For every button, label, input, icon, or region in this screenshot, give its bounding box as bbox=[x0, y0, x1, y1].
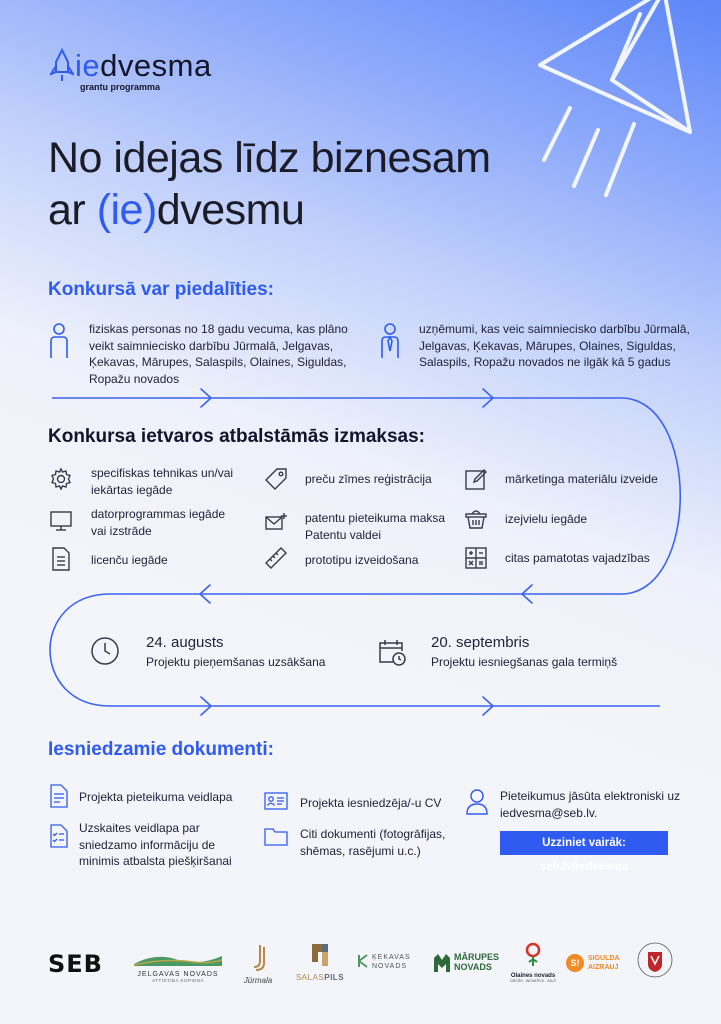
jurmala-mark-icon bbox=[248, 943, 268, 971]
document-icon bbox=[50, 546, 72, 572]
jelgava-hills-icon bbox=[134, 952, 222, 966]
ropazi-logo bbox=[637, 942, 673, 978]
eligibility-companies: uzņēmumi, kas veic saimniecisko darbību Jūrmalā, Jelgavas, Ķekavas, Mārupes, Olaines, Siguldas, Salaspils, Ropažu novados ne ilgāk kā 5 gadus bbox=[419, 322, 690, 369]
cost-item-trademark: preču zīmes reģistrācija bbox=[305, 472, 432, 486]
person-icon bbox=[48, 323, 70, 359]
brand-logo: iedvesma bbox=[75, 48, 212, 83]
cost-item-equipment: specifiskas tehnikas un/vai iekārtas iegāde bbox=[91, 466, 234, 497]
start-date: 24. augusts bbox=[146, 634, 224, 651]
businessperson-icon bbox=[379, 323, 401, 359]
tag-icon bbox=[264, 467, 288, 491]
cost-item-other: citas pamatotas vajadzības bbox=[505, 551, 650, 565]
salaspils-mark-icon bbox=[308, 940, 332, 968]
olaine-mark-icon bbox=[523, 942, 543, 968]
ropazi-seal-icon bbox=[637, 942, 673, 978]
gear-icon bbox=[49, 467, 73, 491]
documents-heading: Iesniedzamie dokumenti: bbox=[48, 739, 274, 760]
jelgava-logo: JELGAVAS NOVADS ATTĪSTĪBA KOPIENĀ bbox=[134, 952, 222, 983]
marupe-mark-icon bbox=[432, 950, 452, 974]
calendar-clock-icon bbox=[377, 637, 407, 667]
clock-icon bbox=[90, 636, 120, 666]
seb-logo: SEB bbox=[48, 950, 103, 978]
deadline-date-label: Projektu iesniegšanas gala termiņš bbox=[431, 655, 618, 669]
folder-icon bbox=[264, 826, 288, 846]
document-item-application: Projekta pieteikuma veidlapa bbox=[79, 790, 233, 804]
form-document-icon bbox=[49, 784, 69, 808]
id-card-icon bbox=[264, 791, 288, 811]
rocket-logo-icon bbox=[50, 48, 74, 82]
learn-more-button[interactable]: Uzziniet vairāk: seb.lv/iedvesma bbox=[500, 831, 668, 855]
document-item-other: Citi dokumenti (fotogrāfijas, shēmas, rasējumi u.c.) bbox=[300, 827, 446, 858]
document-item-deminimis: Uzskaites veidlapa par sniedzamo informāciju de minimis atbalsta piešķiršanai bbox=[79, 821, 232, 868]
cost-item-patent: patentu pieteikuma maksa Patentu valdei bbox=[305, 511, 446, 542]
costs-heading: Konkursa ietvaros atbalstāmās izmaksas: bbox=[48, 426, 426, 447]
start-date-label: Projektu pieņemšanas uzsākšana bbox=[146, 655, 326, 669]
eligibility-individuals: fiziskas personas no 18 gadu vecuma, kas plāno veikt saimniecisko darbību Jūrmalā, Jelgavas, Ķekavas, Mārupes, Salaspils, Olaines, Siguldas, Ropažu novados bbox=[89, 322, 348, 386]
eligibility-heading: Konkursā var piedalīties: bbox=[48, 279, 274, 300]
brand-subtitle: grantu programma bbox=[80, 82, 161, 92]
cost-item-marketing: mārketinga materiālu izveide bbox=[505, 472, 658, 486]
olaine-logo: Olaines novads DROŠS · INOVATĪVS · ZAĻŠ bbox=[510, 942, 556, 983]
checklist-document-icon bbox=[49, 824, 69, 848]
user-icon bbox=[465, 788, 489, 816]
cost-item-software: datorprogrammas iegāde vai izstrāde bbox=[91, 507, 226, 538]
deadline-date: 20. septembris bbox=[431, 634, 530, 651]
salaspils-logo: SALASPILS bbox=[295, 940, 345, 982]
mail-plus-icon bbox=[264, 512, 288, 532]
sigulda-mark-icon: S! bbox=[566, 954, 584, 972]
cost-item-prototypes: prototipu izveidošana bbox=[305, 553, 419, 567]
page-title: No idejas līdz biznesam ar (ie)dvesmu bbox=[48, 134, 491, 234]
basket-icon bbox=[464, 508, 488, 530]
document-item-cv: Projekta iesniedzēja/-u CV bbox=[300, 796, 442, 810]
jurmala-logo: Jūrmala bbox=[242, 943, 274, 985]
paper-plane-illustration bbox=[540, 0, 690, 195]
monitor-icon bbox=[49, 510, 73, 532]
calculator-icon bbox=[464, 546, 488, 570]
cost-item-licenses: licenču iegāde bbox=[91, 553, 168, 567]
ruler-icon bbox=[264, 546, 288, 570]
submit-note: Pieteikumus jāsūta elektroniski uz iedvesma@seb.lv. bbox=[500, 789, 681, 820]
cost-item-materials: izejvielu iegāde bbox=[505, 512, 588, 526]
kekava-mark-icon bbox=[357, 953, 369, 969]
pencil-edit-icon bbox=[464, 467, 488, 491]
